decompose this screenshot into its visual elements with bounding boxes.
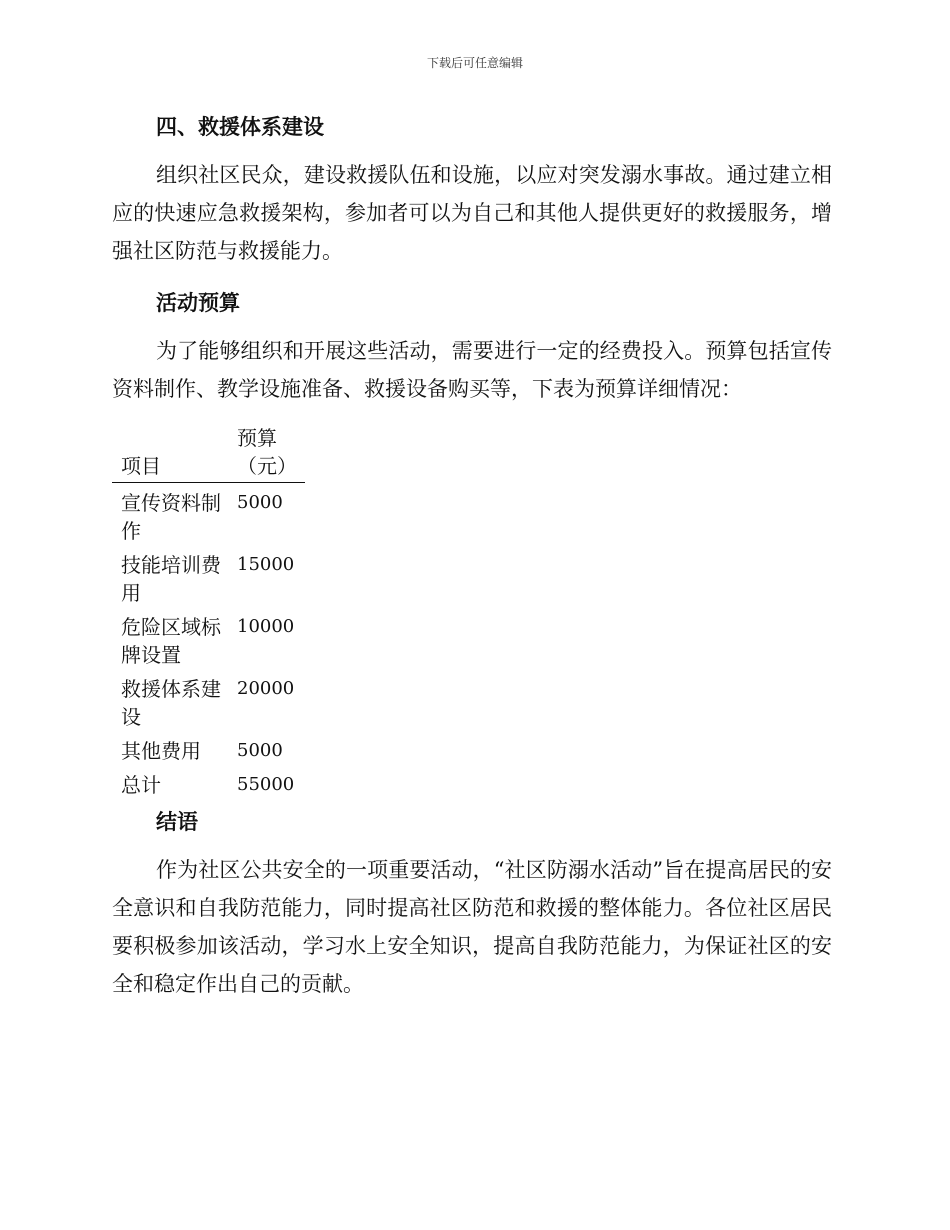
table-row xyxy=(112,483,305,546)
cell-amount: 15000 xyxy=(237,554,295,575)
cell-amount: 20000 xyxy=(237,678,295,699)
section-heading-conclusion: 结语 xyxy=(156,809,198,834)
table-row xyxy=(112,545,305,607)
table-row-total xyxy=(112,765,305,799)
paragraph-rescue-system: 组织社区民众，建设救援队伍和设施，以应对突发溺水事故。通过建立相应的快速应急救援架构，参加者可以为自己和其他人提供更好的救援服务，增强社区防范与救援能力。 xyxy=(112,163,832,263)
document-body xyxy=(112,108,832,1003)
budget-table-header-row xyxy=(112,424,305,483)
cell-amount: 10000 xyxy=(237,616,295,637)
cell-amount: 55000 xyxy=(237,774,295,795)
cell-amount: 5000 xyxy=(237,492,283,513)
table-row xyxy=(112,607,305,669)
cell-item: 危险区域标牌设置 xyxy=(121,615,221,667)
cell-amount: 5000 xyxy=(237,740,283,761)
cell-item: 技能培训费用 xyxy=(121,553,221,605)
table-row xyxy=(112,731,305,765)
cell-item: 宣传资料制作 xyxy=(121,491,221,543)
budget-table xyxy=(112,424,305,799)
paragraph-conclusion: 作为社区公共安全的一项重要活动，“社区防溺水活动”旨在提高居民的安全意识和自我防范能力，同时提高社区防范和救援的整体能力。各位社区居民要积极参加该活动，学习水上安全知识，提高自我防范能力，为保证社区的安全和稳定作出自己的贡献。 xyxy=(112,858,832,996)
section-heading-budget: 活动预算 xyxy=(156,290,240,315)
table-row xyxy=(112,669,305,731)
page-header: 下载后可任意编辑 xyxy=(426,56,523,70)
paragraph-budget-intro: 为了能够组织和开展这些活动，需要进行一定的经费投入。预算包括宣传资料制作、教学设施准备、救援设备购买等，下表为预算详细情况： xyxy=(112,339,832,401)
section-heading-rescue-system: 四、救援体系建设 xyxy=(156,114,324,139)
column-header-budget: 预算（元） xyxy=(237,424,305,483)
column-header-item: 项目 xyxy=(112,424,237,483)
cell-item: 救援体系建设 xyxy=(121,677,221,729)
cell-item: 其他费用 xyxy=(121,739,201,763)
cell-item: 总计 xyxy=(121,773,161,797)
